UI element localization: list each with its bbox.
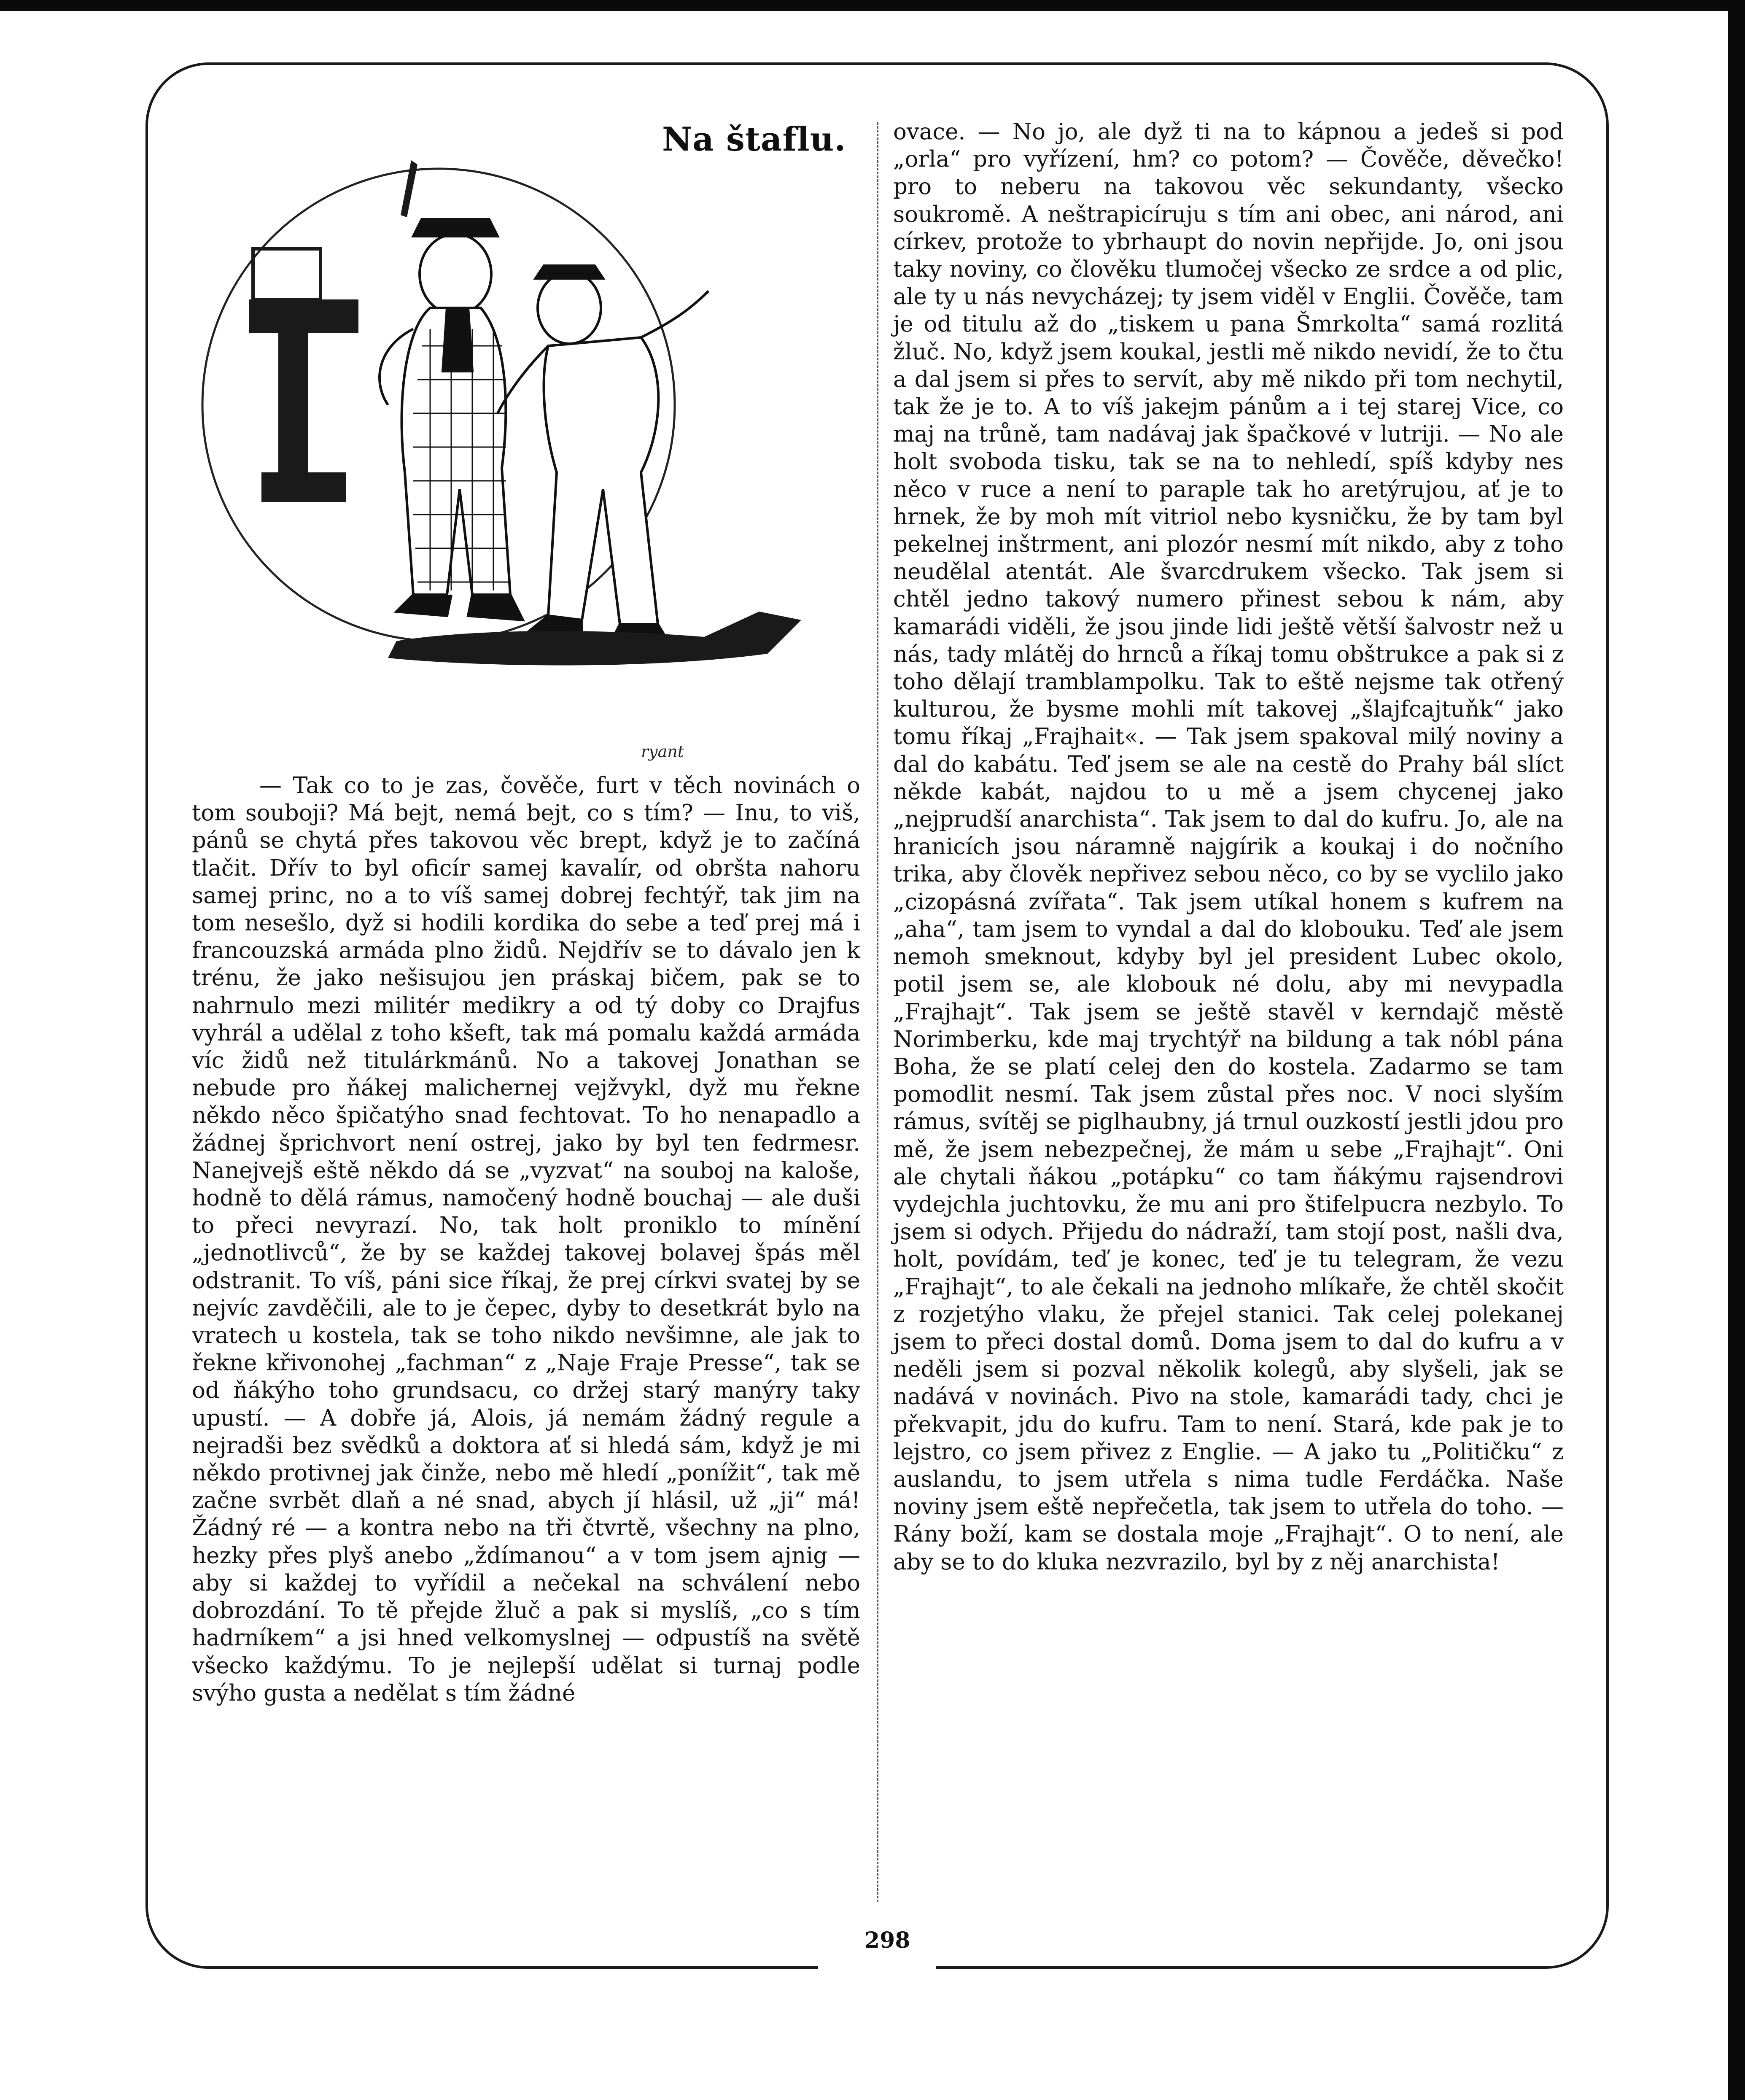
left-column-text: — Tak co to je zas, čověče, furt v těch novinách o tom souboji? Má bejt, nemá bejt, co s tím? — Inu, to viš, pánů se chytá přes takovou věc brept, když je to začíná tlačit. Dřív to byl oficír samej kavalír, od obršta nahoru samej princ, no a to víš samej dobrej fechtýř, tak jim na tom nesešlo, dyž si hodili kordika do sebe a teď prej má i francouzská armáda plno židů. Nejdřív se to dávalo jen k trénu, že jako nešisujou jen práskaj bičem, pak se to nahrnulo mezi militér medikry a od tý doby co Drajfus vyhrál a udělal z toho kšeft, tak má pomalu každá armáda víc židů než titulárkmánů. No a takovej Jonathan se nebude pro ňákej malichernej vejžvykl, dyž mu řekne někdo něco špičatýho snad fechtovat. To ho nenapadlo a žádnej šprichvort není ostrej, jako by byl ten fedrmesr. Nanejvejš eště někdo dá se „vyzvat“ na souboj na kaloše, hodně to dělá rámus, namočený hodně bouchaj — ale duši to přeci nevyrazí. No, tak holt proniklo to mínění „jednotlivců“, že by se každej takovej bolavej špás měl odstranit. To víš, páni sice říkaj, že prej církvi svatej by se nejvíc zavděčili, ale to je čepec, dyby to desetkrát bylo na vratech u kostela, tak se toho nikdo nevšimne, ale jak to řekne křivonohej „fachman“ z „Naje Fraje Presse“, tak se od ňákýho toho grundsacu, co držej starý manýry taky upustí. — A dobře já, Alois, já nemám žádný regule a nejradši bez svědků a doktora ať si hledá sám, když je mi někdo protivnej jak činže, nebo mě hledí „ponížit“, tak mě začne svrbět dlaň a né snad, abych jí hlásil, už „ji“ má! Žádný ré — a kontra nebo na tři čtvrtě, všechny na plno, hezky přes plyš anebo „ždímanou“ a v tom jsem ajnig — aby si každej to vyřídil a nečekal na schválení nebo dobrozdání. To tě přejde žluč a pak si myslíš, „co s tím hadrníkem“ a jsi hned velkomyslnej — odpustíš na světě všecko každýmu. To je nejlepší udělat si turnaj podle svýho gusta a nedělat s tím žádné: [192, 773, 860, 1706]
scan-edge-right: [1728, 0, 1745, 2100]
cartoon-illustration: [177, 110, 869, 768]
figure-left-man: [380, 219, 523, 620]
scan-edge-top: [0, 0, 1745, 11]
figure-right-man: [498, 266, 708, 645]
counter-furniture: [249, 160, 417, 502]
article-title: Na štaflu.: [662, 120, 846, 159]
right-column-text: ovace. — No jo, ale dyž ti na to kápnou a jedeš si pod „orla“ pro vyřízení, hm? co potom? — Čověče, děvečko! pro to neberu na takovou věc sekundanty, všecko soukromě. A neštrapicíruju s tím ani obec, ani národ, ani církev, protože to ybrhaupt do novin nepřijde. Jo, oni jsou taky noviny, co člověku tlumočej všecko ze srdce a od plic, ale ty u nás nevycházej; ty jsem viděl v Englii. Čověče, tam je od titulu až do „tiskem u pana Šmrkolta“ samá rozlitá žluč. No, když jsem koukal, jestli mě nikdo nevidí, že to čtu a dal jsem si přes to servít, aby mě nikdo při tom nechytil, tak že je to. A to víš jakejm pánům a i tej starej Vice, co maj na trůně, tam nadávaj jak špačkové v lutriji. — No ale holt svoboda tisku, tak se na to nehledí, spíš kdyby nes něco v ruce a není to paraple tak ho aretýrujou, ať je to hrnek, že by moh mít vitriol nebo kysničku, že by tam byl pekelnej inštrment, ani plozór nesmí mít nikdo, aby z toho neudělal atentát. Ale švarcdrukem všecko. Tak jsem si chtěl jedno takový numero přinest sebou k nám, aby kamarádi viděli, že jsou jinde lidi ještě větší šalvostr než u nás, tady mlátěj do hrnců a říkaj tomu obštrukce a pak si z toho dělají tramblampolku. Tak to eště nejsme tak otřený kulturou, že bysme mohli mít takovej „šlajfcajtuňk“ jako tomu říkaj „Frajhait«. — Tak jsem spakoval milý noviny a dal do kabátu. Teď jsem se ale na cestě do Prahy bál slíct někde kabát, najdou to u mě a jsem chycenej jako „nejprudší anarchista“. Tak jsem to dal do kufru. Jo, ale na hranicích jsou náramně najgírik a koukaj i do nočního trika, aby člověk nepřivez sebou něco, co by se vyclilo jako „cizopásná zvířata“. Tak jsem utíkal honem s kufrem na „aha“, tam jsem to vyndal a dal do klobouku. Teď ale jsem nemoh smeknout, kdyby byl jel president Lubec okolo, potil jsem se, ale klobouk né dolu, aby mi nevypadla „Frajhajt“. Tak jsem se ještě stavěl v kerndajč městě Norimberku, kde maj trychtýř na bildung a tak nóbl pána Boha, že se platí celej den do kostela. Zadarmo se tam pomodlit nesmí. Tak jsem zůstal přes noc. V noci slyším rámus, svítěj se piglhaubny, já trnul ouzkostí jestli jdou pro mě, že jsem nebezpečnej, že mám u sebe „Frajhajt“. Oni ale chytali ňákou „potápku“ co tam ňákýmu rajsendrovi vydejchla juchtovku, že mu ani pro štifelpucra nezbylo. To jsem si odych. Přijedu do nádraží, tam stojí post, našli dva, holt, povídám, teď je konec, teď je tu telegram, že vezu „Frajhajt“, to ale čekali na jednoho mlíkaře, že chtěl skočit z rozjetýho vlaku, že přejel stanici. Tak celej polekanej jsem to přeci dostal domů. Doma jsem to dal do kufru a v neděli jsem si pozval několik kolegů, aby slyšeli, jak se nadává v novinách. Pivo na stole, kamarádi tady, chci je překvapit, jdu do kufru. Tam to není. Stará, kde pak je to lejstro, co jsem přivez z Englie. — A jako tu „Političku“ z auslandu, to jsem utřela s nima tudle Ferdáčka. Naše noviny jsem eště nepřečetla, tak jsem to utřela do toho. — Rány boží, kam se dostala moje „Frajhajt“. O to není, ale aby se to do kluka nezvrazilo, byl by z něj anarchista!: [893, 119, 1564, 1575]
artist-signature: ryant: [641, 742, 684, 761]
article-text-right-column: [893, 118, 1564, 1576]
column-divider: [877, 122, 878, 1902]
page-number: 298: [864, 1927, 910, 1953]
article-text-left-column: [192, 772, 860, 1707]
floor-shadow: [388, 612, 801, 666]
